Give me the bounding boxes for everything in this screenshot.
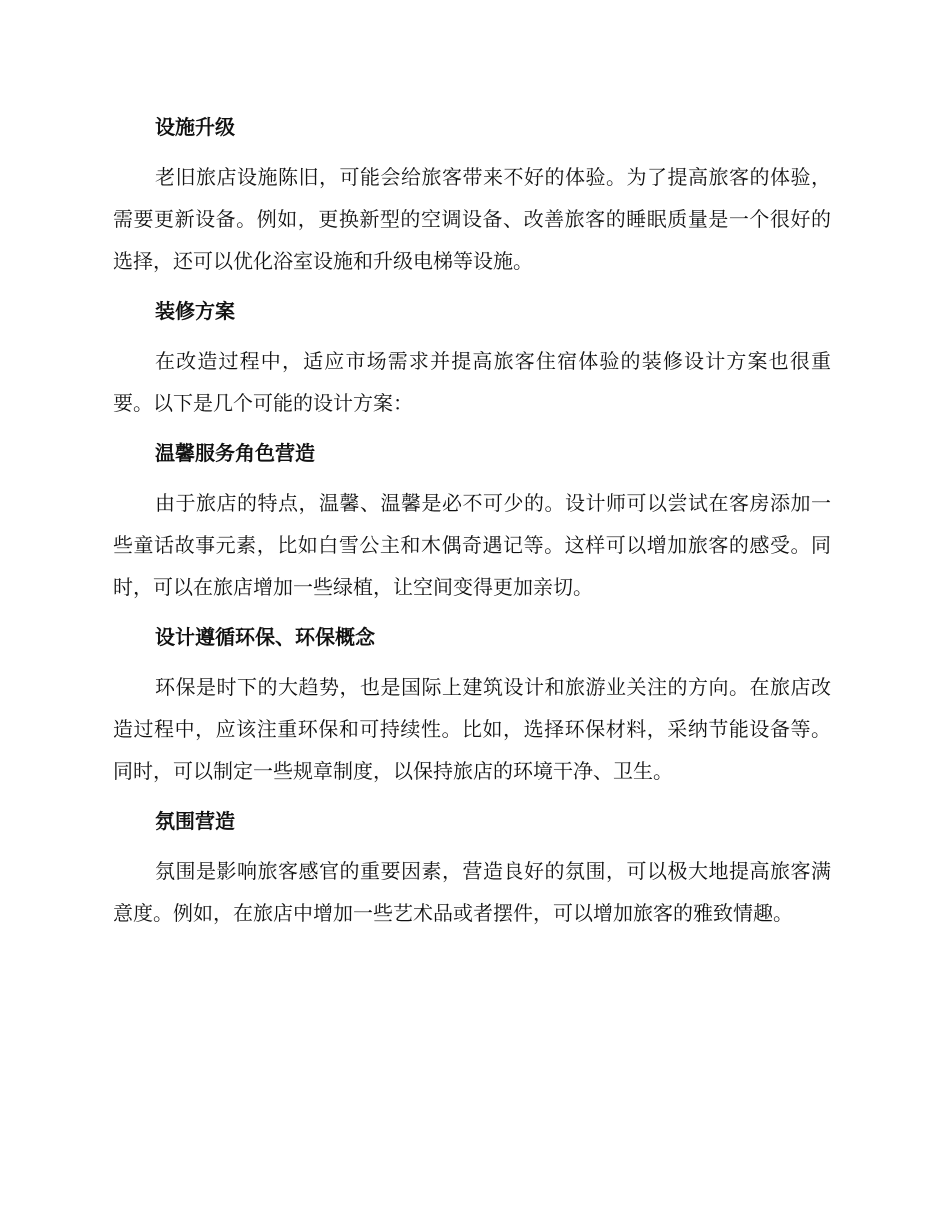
section-heading-eco-design: 设计遵循环保、环保概念 bbox=[155, 625, 375, 649]
section-body-renovation-plan: 在改造过程中，适应市场需求并提高旅客住宿体验的装修设计方案也很重要。以下是几个可能的设计方案： bbox=[113, 349, 831, 415]
section-heading-facility-upgrade: 设施升级 bbox=[155, 115, 235, 139]
document-page bbox=[113, 108, 831, 934]
section-heading-atmosphere: 氛围营造 bbox=[155, 809, 235, 833]
section-heading-warm-service: 温馨服务角色营造 bbox=[155, 441, 315, 465]
section-body-atmosphere: 氛围是影响旅客感官的重要因素，营造良好的氛围，可以极大地提高旅客满意度。例如，在旅店中增加一些艺术品或者摆件，可以增加旅客的雅致情趣。 bbox=[113, 859, 831, 925]
section-body-facility-upgrade: 老旧旅店设施陈旧，可能会给旅客带来不好的体验。为了提高旅客的体验，需要更新设备。例如，更换新型的空调设备、改善旅客的睡眠质量是一个很好的选择，还可以优化浴室设施和升级电梯等设施。 bbox=[113, 165, 831, 273]
section-body-eco-design: 环保是时下的大趋势，也是国际上建筑设计和旅游业关注的方向。在旅店改造过程中，应该注重环保和可持续性。比如，选择环保材料，采纳节能设备等。同时，可以制定一些规章制度，以保持旅店的环境干净、卫生。 bbox=[113, 675, 831, 783]
section-body-warm-service: 由于旅店的特点，温馨、温馨是必不可少的。设计师可以尝试在客房添加一些童话故事元素，比如白雪公主和木偶奇遇记等。这样可以增加旅客的感受。同时，可以在旅店增加一些绿植，让空间变得更加亲切。 bbox=[113, 491, 831, 599]
section-heading-renovation-plan: 装修方案 bbox=[155, 299, 235, 323]
